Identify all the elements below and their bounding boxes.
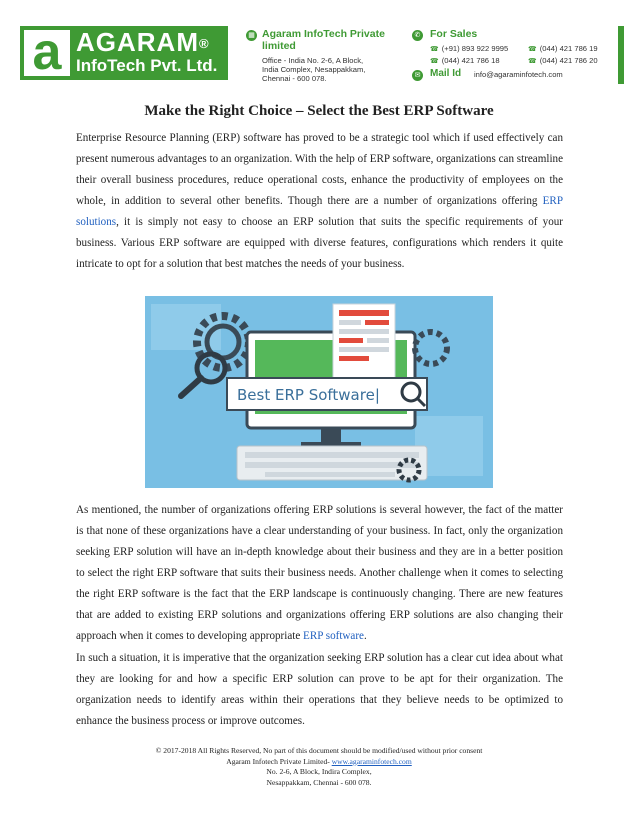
footer-address-line: Nesappakkam, Chennai - 600 078. bbox=[266, 777, 372, 787]
footer-company-line: Agaram Infotech Private Limited- www.agaraminfotech.com bbox=[226, 756, 412, 766]
search-bar-text: Best ERP Software| bbox=[237, 386, 380, 404]
gear-icon bbox=[415, 332, 447, 364]
sales-phone-1: ☎ (+91) 893 922 9995 bbox=[430, 44, 509, 53]
sales-phone-2: ☎ (044) 421 786 19 bbox=[528, 44, 598, 53]
sales-phone-4: ☎ (044) 421 786 20 bbox=[528, 56, 598, 65]
erp-software-link[interactable]: ERP software bbox=[303, 630, 364, 642]
company-logo bbox=[20, 23, 228, 81]
erp-illustration-graphic bbox=[145, 296, 493, 488]
mail-icon: ✉ bbox=[412, 70, 423, 81]
page-footer bbox=[0, 746, 638, 788]
phone-small-icon: ☎ bbox=[430, 57, 439, 65]
phone-icon: ✆ bbox=[412, 30, 423, 41]
footer-address-line: No. 2-6, A Block, Indira Complex, bbox=[266, 767, 372, 776]
second-paragraph: As mentioned, the number of organizations offering ERP solutions is several however, the fact of the matter is that none of these organizations have a clear understanding of your business. In fact, only the organization seeking ERP solution will have an in-depth knowledge about their business and they are in a better position to select the right ERP software that suits their business needs. Another challenge when it comes to selecting the right ERP software is the fact that the ERP landscape is continuously changing. There are new features that are added to existing ERP solutions and organizations offering ERP solutions are also changing their approach when it comes to developing appropriate ERP software. bbox=[76, 504, 563, 642]
website-link[interactable]: www.agaraminfotech.com bbox=[331, 756, 412, 766]
logo-subline: InfoTech Pvt. Ltd. bbox=[76, 56, 218, 75]
third-paragraph: In such a situation, it is imperative that the organization seeking ERP solution has a clear cut idea about what they are looking for and how a specific ERP solution can prove to be apt for their organization. The organization needs to identify areas within their operations that they believe needs to be optimized to enhance the business process or improve outcomes. bbox=[76, 652, 563, 727]
keyboard-icon bbox=[237, 446, 427, 480]
mail-label: Mail Id bbox=[430, 68, 462, 79]
copyright-line: © 2017-2018 All Rights Reserved, No part of this document should be modified/used without prior consent bbox=[155, 746, 483, 755]
phone-small-icon: ☎ bbox=[528, 57, 537, 65]
intro-paragraph: Enterprise Resource Planning (ERP) software has proved to be a strategic tool which if used effectively can present numerous advantages to an organization. With the help of ERP software, organizations can streamline their overall business procedures, reduce operational costs, enhance the productivity of employees on the whole, in addition to several other benefits. Though there are a number of organizations offering ERP solutions, it is simply not easy to choose an ERP solution that suits the specific requirements of your business. Various ERP software are equipped with diverse features, configurations which renders it quite intricate to opt for a solution that best matches the needs of your business. bbox=[76, 132, 563, 270]
office-address: Office - India No. 2-6, A Block, India Complex, Nesappakkam, Chennai - 600 078. bbox=[262, 56, 366, 84]
search-bar bbox=[227, 378, 427, 410]
phone-small-icon: ☎ bbox=[528, 45, 537, 53]
phone-small-icon: ☎ bbox=[430, 45, 439, 53]
header-accent-bar bbox=[618, 26, 624, 84]
erp-solutions-link[interactable]: ERP solutions bbox=[76, 195, 563, 228]
logo-mark: a bbox=[24, 30, 70, 76]
building-icon: ▦ bbox=[246, 30, 257, 41]
letterhead bbox=[0, 0, 638, 96]
document-icon bbox=[333, 304, 395, 378]
sales-phone-3: ☎ (044) 421 786 18 bbox=[430, 56, 500, 65]
company-name: Agaram InfoTech Private limited bbox=[262, 28, 385, 52]
document-title: Make the Right Choice – Select the Best ERP Software bbox=[144, 103, 494, 119]
logo-wordmark: AGARAM® bbox=[76, 27, 210, 57]
bg-panel bbox=[151, 304, 221, 350]
sales-title: For Sales bbox=[430, 28, 478, 40]
magnifier-icon bbox=[181, 354, 225, 396]
mail-address[interactable]: info@agaraminfotech.com bbox=[474, 70, 563, 79]
erp-illustration bbox=[145, 296, 493, 488]
